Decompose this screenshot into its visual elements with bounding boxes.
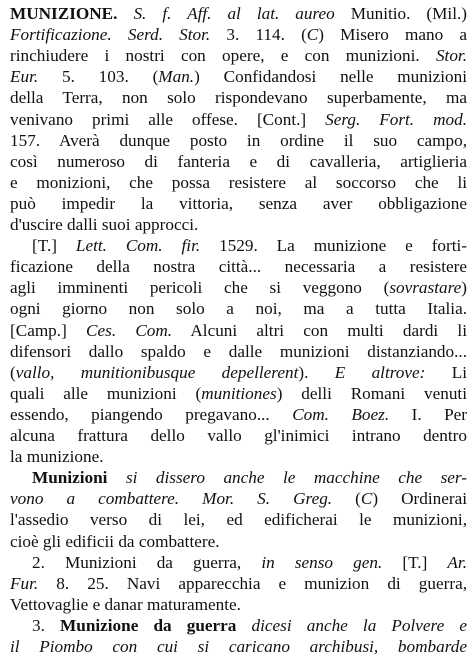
text-segment: può impedir la vittoria, senza aver obbligazione bbox=[10, 193, 467, 213]
text-segment: ) Ordinerai bbox=[372, 489, 467, 509]
text-segment: il Piombo con cui si caricano archibusi, bombarde bbox=[10, 637, 467, 656]
text-segment: munitiones bbox=[201, 383, 277, 403]
text-segment: MUNIZIONE. bbox=[10, 4, 118, 23]
text-segment: così numeroso di fanteria e di cavalleria, artiglieria bbox=[10, 151, 467, 171]
text-segment: Munizione da guerra bbox=[60, 615, 237, 635]
text-segment: 157. Averà dunque posto in ordine il suo campo, bbox=[10, 130, 467, 150]
text-segment: si dissero anche le macchine che ser- bbox=[107, 468, 467, 488]
text-segment: [T.] bbox=[32, 236, 76, 256]
text-segment: ) bbox=[461, 278, 467, 298]
text-segment: Lett. Com. fir. bbox=[75, 236, 201, 256]
text-segment: Stor. bbox=[435, 46, 467, 66]
text-segment: 3. 114. ( bbox=[210, 25, 307, 45]
text-segment: ) Confidandosi nelle munizioni bbox=[194, 67, 467, 87]
text-segment: [T.] bbox=[382, 552, 448, 572]
text-segment: ) delli Romani venuti bbox=[276, 383, 467, 403]
text-segment: Ar. bbox=[447, 552, 467, 572]
text-segment: Fur. bbox=[10, 573, 39, 593]
text-segment: vallo, munitionibusque depellerent bbox=[15, 362, 299, 382]
text-segment: la munizione. bbox=[10, 447, 104, 467]
text-segment: ) Misero mano a bbox=[318, 25, 467, 45]
text-segment: della Terra, non solo rispondevano superbamente, ma bbox=[10, 88, 467, 108]
text-segment: sovrastare bbox=[389, 278, 462, 298]
text-segment: 3. bbox=[32, 615, 61, 635]
text-segment: dicesi anche la Polvere e bbox=[236, 615, 467, 635]
text-segment: agli imminenti pericoli che si veggono ( bbox=[10, 278, 390, 298]
text-segment: venivano primi alle offese. [Cont.] bbox=[10, 109, 326, 129]
text-segment: S. f. Aff. al lat. aureo bbox=[133, 4, 335, 23]
text-segment bbox=[117, 4, 133, 23]
text-segment: alcuna frattura dello vallo gl'inimici intrano dentro bbox=[10, 426, 467, 445]
text-segment: Fortificazione. Serd. Stor. bbox=[10, 25, 211, 45]
text-segment: Alcuni altri con multi dardi li bbox=[172, 320, 467, 340]
text-segment: C bbox=[360, 489, 373, 509]
text-segment: 5. 103. ( bbox=[38, 67, 159, 87]
text-segment: [Camp.] bbox=[10, 320, 87, 340]
text-segment: ( bbox=[332, 489, 361, 509]
text-segment: Man. bbox=[158, 67, 195, 87]
text-segment: Vettovaglie e danar maturamente. bbox=[10, 594, 241, 614]
text-segment: Munizioni bbox=[32, 468, 108, 488]
text-segment: l'assedio verso di lei, ed edificherai le munizioni, bbox=[10, 510, 467, 530]
text-segment: ogni giorno non solo a noi, ma a tutta Italia. bbox=[10, 299, 467, 319]
text-segment: C bbox=[306, 25, 319, 45]
text-segment: vono a combattere. Mor. S. Greg. bbox=[10, 489, 333, 509]
text-segment: quali alle munizioni ( bbox=[10, 383, 202, 403]
text-segment: Ces. Com. bbox=[86, 320, 173, 340]
text-segment: difensori dallo spaldo e dalle munizioni distanziando... bbox=[10, 341, 467, 361]
text-segment: Li bbox=[425, 362, 467, 382]
text-line bbox=[10, 635, 467, 659]
text-segment: essendo, piangendo pregavano... bbox=[10, 404, 293, 424]
text-segment: 2. Munizioni da guerra, bbox=[32, 552, 262, 572]
text-segment: I. Per bbox=[389, 404, 468, 424]
text-segment: ( bbox=[10, 362, 16, 382]
text-segment: d'uscire dalli suoi approcci. bbox=[10, 215, 199, 234]
text-segment: 8. 25. Navi apparecchia e munizion di guerra, bbox=[38, 573, 467, 593]
text-segment: Serg. Fort. mod. bbox=[325, 109, 467, 129]
text-segment: rinchiudere i nostri con opere, e con munizioni. bbox=[10, 46, 436, 66]
text-segment: 1529. La munizione e forti- bbox=[200, 236, 468, 256]
text-segment: ficazione della nostra città... necessaria a resistere bbox=[10, 257, 467, 277]
text-segment: E altrove: bbox=[334, 362, 426, 382]
text-segment: cioè gli edificii da combattere. bbox=[10, 531, 220, 551]
text-segment: Munitio. (Mil.) bbox=[334, 4, 468, 23]
text-segment: e monizioni, che possa resistere al soccorso che li bbox=[10, 172, 467, 192]
text-segment: in senso gen. bbox=[261, 552, 383, 572]
text-segment: Eur. bbox=[10, 67, 39, 87]
text-segment: Com. Boez. bbox=[292, 404, 390, 424]
text-segment: ). bbox=[298, 362, 335, 382]
